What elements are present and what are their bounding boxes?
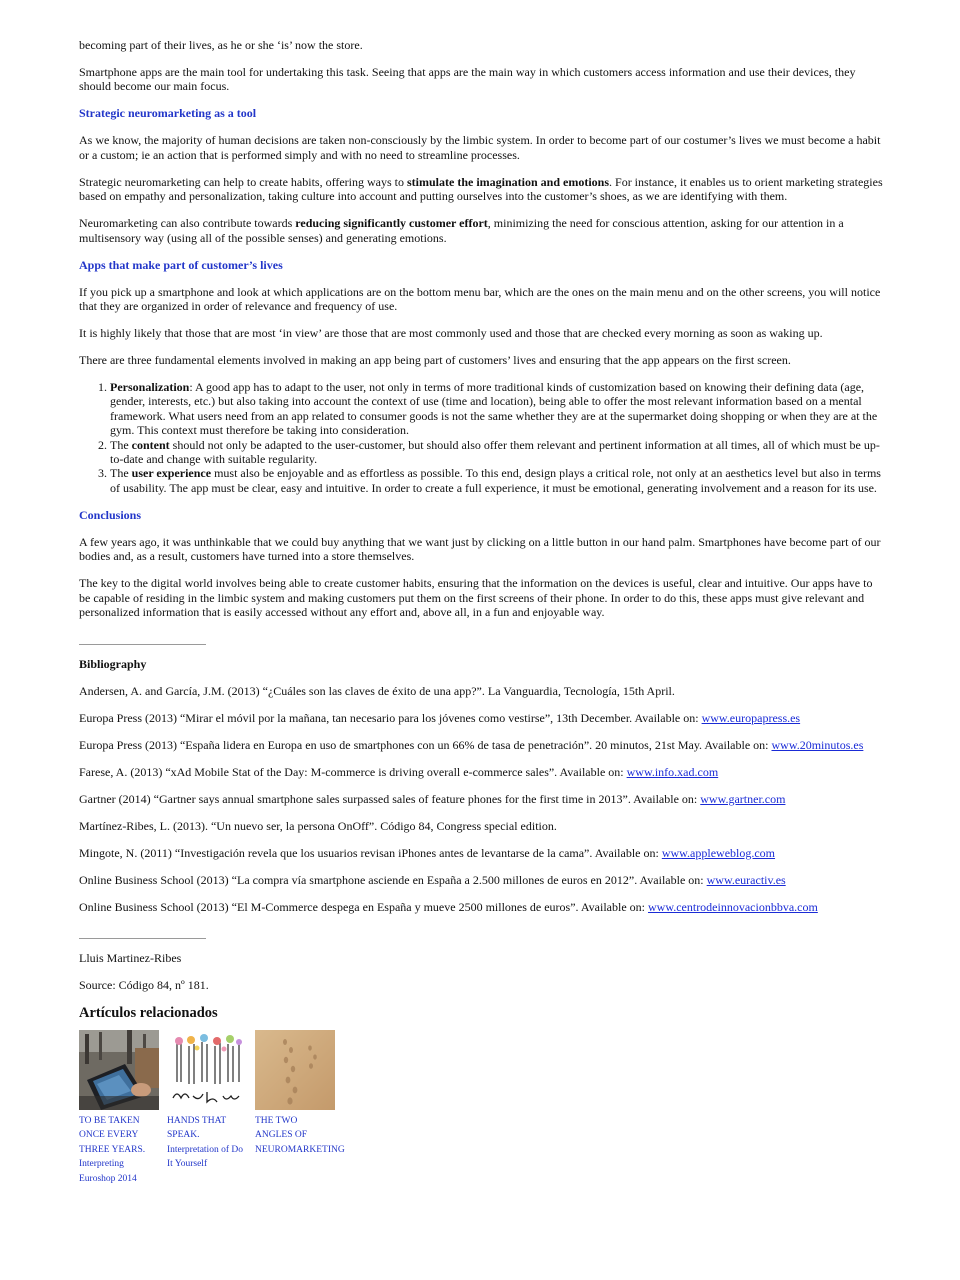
bibliography-entry: Mingote, N. (2011) “Investigación revela que los usuarios revisan iPhones antes de levantarse de la cama”. Available on: www.appleweblog.com [79, 845, 776, 860]
related-article-card[interactable] [167, 1030, 247, 1187]
bibliography-entry: Online Business School (2013) “La compra vía smartphone asciende en España a 2.500 millones de euros en 2012”. Available on: www.euractiv.es [79, 872, 786, 887]
list-item: 2. The content should not only be adapted to the user-customer, but should also offer them relevant and pertinent information at all times, all of which must be up-to-date and change with suitable regularity. [110, 438, 885, 467]
bibliography-entry: Europa Press (2013) “España lidera en Europa en uso de smartphones con un 66% de tasa de penetración”. 20 minutos, 21st May. Available on: www.20minutos.es [79, 737, 864, 752]
paragraph: The key to the digital world involves being able to create customer habits, ensuring that the information on the devices is useful, clear and intuitive. Our apps have to be capable of residing in the limbic system and making customers put them on the first screens of their phone. In order to do this, these apps must give relevant and personalized information that is easily accessed without any effort and, above all, in a fun and enjoyable way. [79, 576, 873, 620]
bibliography-entry: Farese, A. (2013) “xAd Mobile Stat of the Day: M-commerce is driving overall e-commerce sales”. Available on: www.info.xad.com [79, 764, 719, 779]
paragraph: Neuromarketing can also contribute towards reducing significantly customer effort, minimizing the need for conscious attention, asking for our attention in a multisensory way (using all of the possible senses) and generating emotions. [79, 216, 844, 245]
divider [79, 644, 206, 645]
related-article-title[interactable]: THE TWO ANGLES OF NEUROMARKETING [255, 1115, 345, 1155]
paragraph: There are three fundamental elements involved in making an app being part of customers’ lives and ensuring that the app appears on the first screen. [79, 353, 791, 368]
paragraph: If you pick up a smartphone and look at which applications are on the bottom menu bar, which are the ones on the main menu and on the other screens, you will notice that they are organized in order of relevance and frequency of use. [79, 284, 881, 314]
related-article-title[interactable]: HANDS THAT SPEAK. [167, 1115, 227, 1141]
related-article-caption[interactable] [167, 1114, 247, 1172]
related-article-caption[interactable] [79, 1114, 159, 1187]
related-article-caption[interactable] [255, 1114, 345, 1158]
intro-paragraph: becoming part of their lives, as he or she ‘is’ now the store. [79, 38, 363, 52]
related-articles [79, 1030, 885, 1187]
elements-list [79, 380, 885, 495]
divider [79, 938, 206, 939]
section-heading-apps: Apps that make part of customer’s lives [79, 257, 283, 272]
reference-link[interactable]: www.europapress.es [701, 710, 801, 725]
list-item: 1. Personalization: A good app has to adapt to the user, not only in terms of more traditional kinds of customization based on knowing their defining data (age, gender, interests, etc.) but also taking into account the context of use (time and location), being able to offer the most relevant information based on a mental framework. What users need from an app related to consumer goods is not the same whether they are at the supermarket doing shopping or when they are at the gym. This context must therefore be taking into consideration. [110, 380, 885, 438]
related-article-subtitle[interactable]: Interpreting Euroshop 2014 [79, 1159, 137, 1184]
bibliography-entry: Gartner (2014) “Gartner says annual smartphone sales surpassed sales of feature phones for the first time in 2013”. Available on: www.gartner.com [79, 791, 786, 806]
reference-link[interactable]: www.gartner.com [700, 791, 786, 806]
section-heading-conclusions: Conclusions [79, 507, 142, 522]
reference-link[interactable]: www.centrodeinnovacionbbva.com [647, 899, 818, 914]
related-article-title[interactable]: TO BE TAKEN ONCE EVERY THREE YEARS. [79, 1115, 146, 1155]
bibliography-entry: Europa Press (2013) “Mirar el móvil por la mañana, tan necesario para los jóvenes como vestirse”, 13th December. Available on: www.europapress.es [79, 710, 801, 725]
related-article-card[interactable] [79, 1030, 159, 1187]
article [79, 38, 885, 1186]
bibliography-entry: Online Business School (2013) “El M-Commerce despega en España y mueve 2500 millones de euros”. Available on: www.centrodeinnovacionbbva.com [79, 899, 818, 914]
paragraph: Strategic neuromarketing can help to create habits, offering ways to stimulate the imagination and emotions. For instance, it enables us to orient marketing strategies based on empathy and personalization, taking culture into account and putting ourselves into the customer’s shoes, as we are identifying with them. [79, 174, 883, 204]
list-item: 3. The user experience must also be enjoyable and as effortless as possible. To this end, design plays a critical role, not only at an aesthetics level but also in terms of usability. The app must be clear, easy and intuitive. In order to create a full experience, it must be emotional, generating involvement and a reason for its use. [110, 466, 885, 495]
bibliography-heading: Bibliography [79, 656, 147, 671]
made-by-me-drawing-thumbnail[interactable] [167, 1030, 247, 1110]
bibliography-entry: Andersen, A. and García, J.M. (2013) “¿Cuáles son las claves de éxito de una app?”. La Vanguardia, Tecnología, 15th April. [79, 683, 675, 698]
paragraph: It is highly likely that those that are most ‘in view’ are those that are most commonly used and those that are checked every morning as soon as waking up. [79, 326, 823, 341]
related-article-card[interactable] [255, 1030, 345, 1187]
reference-link[interactable]: www.20minutos.es [771, 737, 864, 752]
related-article-subtitle[interactable]: Interpretation of Do It Yourself [167, 1144, 243, 1170]
source-line: Source: Código 84, nº 181. [79, 977, 209, 992]
related-articles-heading: Artículos relacionados [79, 1004, 218, 1021]
reference-link[interactable]: www.info.xad.com [626, 764, 719, 779]
tablet-photo-thumbnail[interactable] [79, 1030, 159, 1110]
author-name: Lluis Martinez-Ribes [79, 950, 182, 965]
section-heading-neuromarketing: Strategic neuromarketing as a tool [79, 106, 257, 121]
bibliography-entry: Martínez-Ribes, L. (2013). “Un nuevo ser, la persona OnOff”. Código 84, Congress special edition. [79, 818, 557, 833]
paragraph: As we know, the majority of human decisions are taken non-consciously by the limbic system. In order to become part of our costumer’s lives we must become a habit or a custom; ie an action that is performed simply and with no need to streamline processes. [79, 133, 881, 162]
footprints-sand-thumbnail[interactable] [255, 1030, 335, 1110]
intro-paragraph: Smartphone apps are the main tool for undertaking this task. Seeing that apps are the main way in which customers access information and use their devices, they should become our main focus. [79, 65, 856, 94]
paragraph: A few years ago, it was unthinkable that we could buy anything that we want just by clicking on a little button in our hand palm. Smartphones have become part of our bodies and, as a result, customers have turned into a store themselves. [79, 534, 881, 564]
reference-link[interactable]: www.euractiv.es [706, 872, 786, 887]
reference-link[interactable]: www.appleweblog.com [661, 845, 776, 860]
